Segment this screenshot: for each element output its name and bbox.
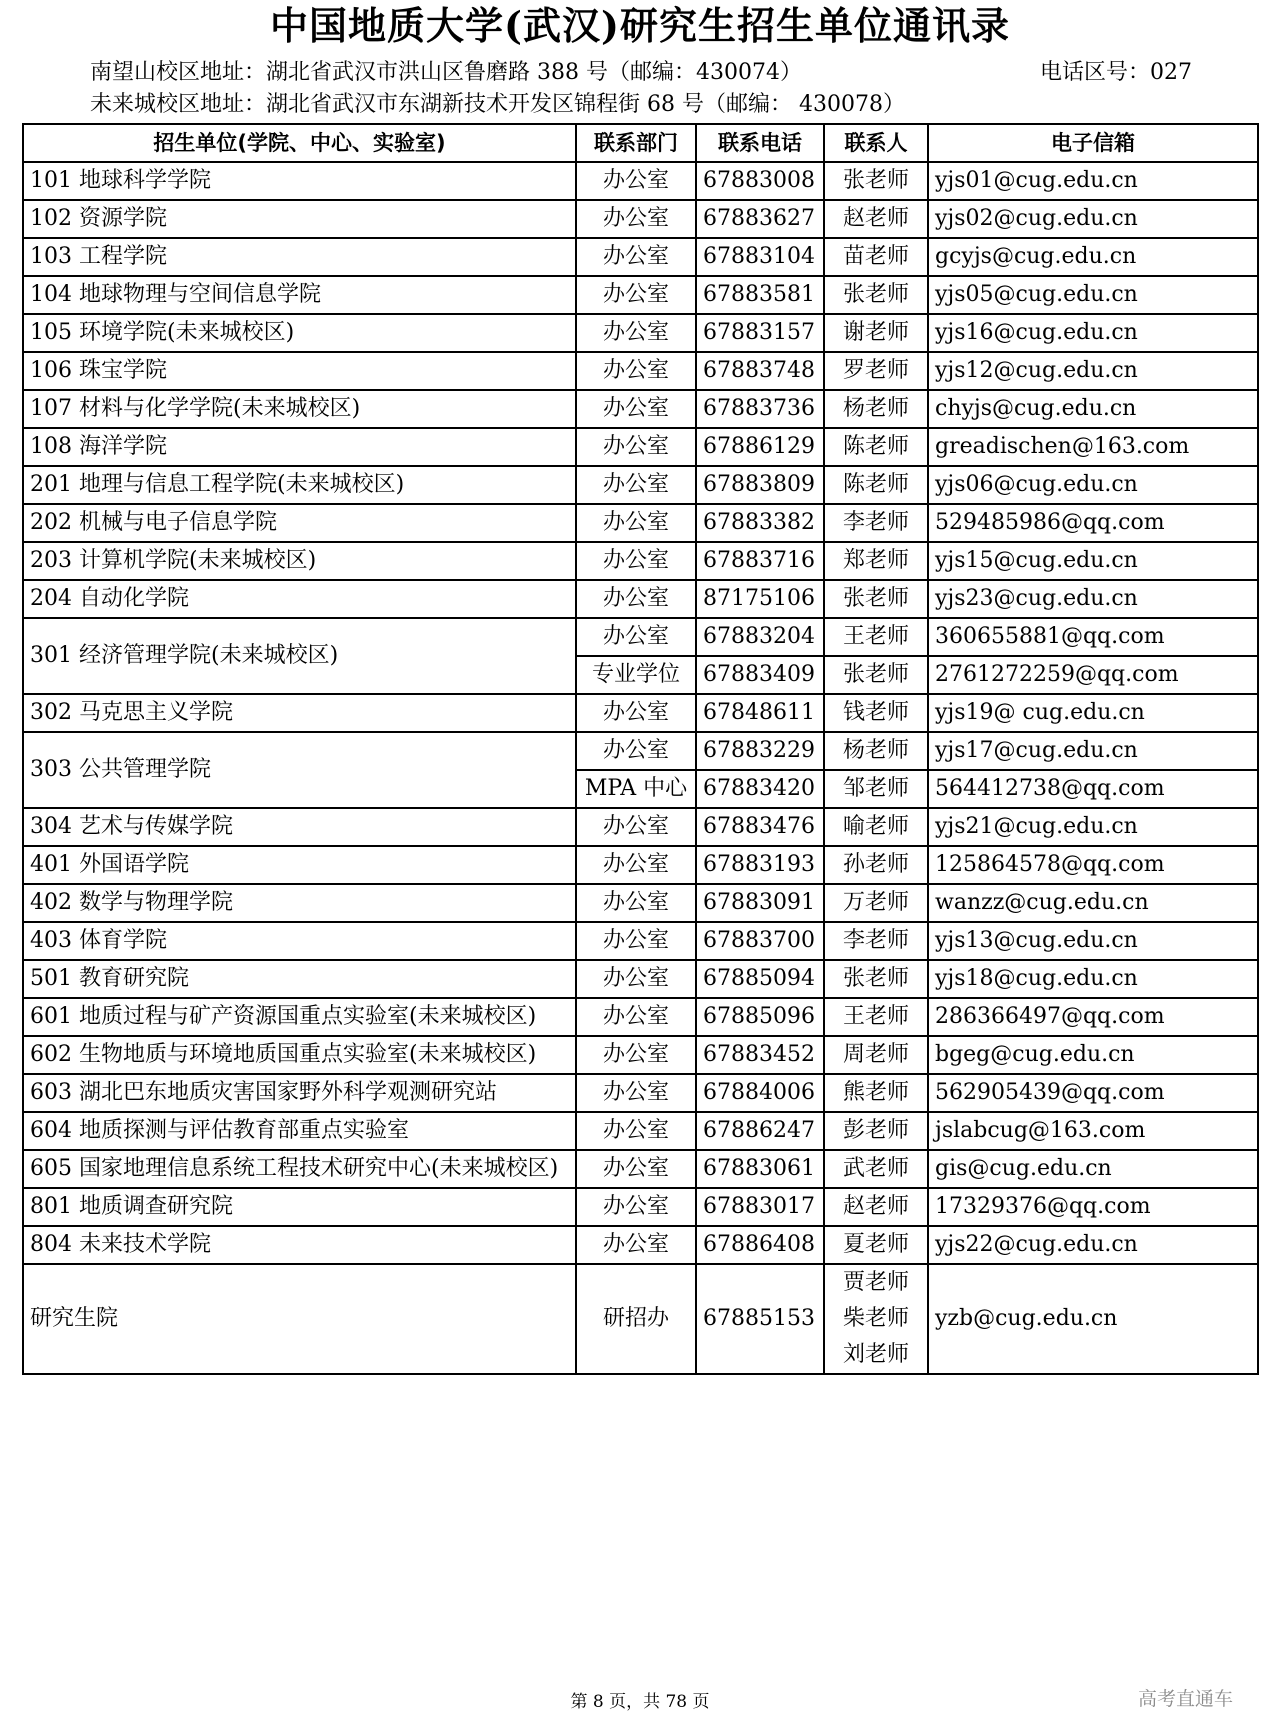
phone-cell: 67883382 bbox=[696, 504, 824, 542]
unit-name-cell: 203 计算机学院(未来城校区) bbox=[23, 542, 576, 580]
table-row bbox=[23, 1074, 1258, 1112]
phone-cell: 67883809 bbox=[696, 466, 824, 504]
south-campus-address: 南望山校区地址：湖北省武汉市洪山区鲁磨路 388 号（邮编：430074） bbox=[90, 60, 802, 85]
email-cell: 529485986@qq.com bbox=[928, 504, 1258, 542]
unit-name-cell: 101 地球科学学院 bbox=[23, 162, 576, 200]
dept-cell: 办公室 bbox=[576, 504, 696, 542]
phone-cell: 67883627 bbox=[696, 200, 824, 238]
dept-cell: MPA 中心 bbox=[576, 770, 696, 808]
email-cell: yjs19@ cug.edu.cn bbox=[928, 694, 1258, 732]
table-row bbox=[23, 1112, 1258, 1150]
phone-cell: 67886408 bbox=[696, 1226, 824, 1264]
email-cell: yjs02@cug.edu.cn bbox=[928, 200, 1258, 238]
dept-cell: 办公室 bbox=[576, 580, 696, 618]
unit-name-cell: 403 体育学院 bbox=[23, 922, 576, 960]
email-cell: yjs17@cug.edu.cn bbox=[928, 732, 1258, 770]
person-cell: 王老师 bbox=[824, 998, 928, 1036]
header-person: 联系人 bbox=[824, 124, 928, 162]
dept-cell: 办公室 bbox=[576, 618, 696, 656]
phone-cell: 67883017 bbox=[696, 1188, 824, 1226]
table-row bbox=[23, 390, 1258, 428]
unit-name-cell: 604 地质探测与评估教育部重点实验室 bbox=[23, 1112, 576, 1150]
dept-cell: 办公室 bbox=[576, 162, 696, 200]
dept-cell: 办公室 bbox=[576, 732, 696, 770]
person-cell: 孙老师 bbox=[824, 846, 928, 884]
person-cell: 周老师 bbox=[824, 1036, 928, 1074]
dept-cell: 研招办 bbox=[576, 1264, 696, 1374]
table-row bbox=[23, 238, 1258, 276]
header-phone: 联系电话 bbox=[696, 124, 824, 162]
person-cell: 张老师 bbox=[824, 276, 928, 314]
email-cell: wanzz@cug.edu.cn bbox=[928, 884, 1258, 922]
future-campus-address: 未来城校区地址：湖北省武汉市东湖新技术开发区锦程街 68 号（邮编： 430078） bbox=[90, 92, 905, 117]
phone-cell: 87175106 bbox=[696, 580, 824, 618]
email-cell: 286366497@qq.com bbox=[928, 998, 1258, 1036]
unit-name-cell: 304 艺术与传媒学院 bbox=[23, 808, 576, 846]
email-cell: yjs01@cug.edu.cn bbox=[928, 162, 1258, 200]
phone-cell: 67883008 bbox=[696, 162, 824, 200]
dept-cell: 办公室 bbox=[576, 694, 696, 732]
person-cell: 陈老师 bbox=[824, 428, 928, 466]
table-row bbox=[23, 846, 1258, 884]
phone-cell: 67883716 bbox=[696, 542, 824, 580]
table-header-row bbox=[23, 124, 1258, 162]
person-cell: 杨老师 bbox=[824, 390, 928, 428]
phone-cell: 67883104 bbox=[696, 238, 824, 276]
phone-cell: 67883452 bbox=[696, 1036, 824, 1074]
dept-cell: 办公室 bbox=[576, 884, 696, 922]
table-row bbox=[23, 200, 1258, 238]
phone-cell: 67885094 bbox=[696, 960, 824, 998]
person-cell: 李老师 bbox=[824, 922, 928, 960]
table-row bbox=[23, 1226, 1258, 1264]
phone-cell: 67885153 bbox=[696, 1264, 824, 1374]
phone-cell: 67883748 bbox=[696, 352, 824, 390]
unit-name-cell: 401 外国语学院 bbox=[23, 846, 576, 884]
page-number: 第 8 页，共 78 页 bbox=[570, 1692, 710, 1712]
dept-cell: 办公室 bbox=[576, 1074, 696, 1112]
dept-cell: 办公室 bbox=[576, 542, 696, 580]
dept-cell: 办公室 bbox=[576, 960, 696, 998]
unit-name-cell: 601 地质过程与矿产资源国重点实验室(未来城校区) bbox=[23, 998, 576, 1036]
person-name: 柴老师 bbox=[842, 1306, 909, 1331]
person-cell: 苗老师 bbox=[824, 238, 928, 276]
table-row bbox=[23, 960, 1258, 998]
person-cell: 夏老师 bbox=[824, 1226, 928, 1264]
person-name: 刘老师 bbox=[842, 1342, 909, 1367]
person-cell: 万老师 bbox=[824, 884, 928, 922]
email-cell: gis@cug.edu.cn bbox=[928, 1150, 1258, 1188]
table-row bbox=[23, 162, 1258, 200]
table-row bbox=[23, 466, 1258, 504]
person-cell: 赵老师 bbox=[824, 1188, 928, 1226]
unit-name-cell: 202 机械与电子信息学院 bbox=[23, 504, 576, 542]
unit-name-cell: 108 海洋学院 bbox=[23, 428, 576, 466]
directory-table bbox=[22, 123, 1259, 1375]
person-name: 贾老师 bbox=[842, 1270, 909, 1295]
table-row bbox=[23, 314, 1258, 352]
dept-cell: 办公室 bbox=[576, 1112, 696, 1150]
phone-cell: 67885096 bbox=[696, 998, 824, 1036]
person-cell: 赵老师 bbox=[824, 200, 928, 238]
table-row bbox=[23, 922, 1258, 960]
unit-name-cell: 105 环境学院(未来城校区) bbox=[23, 314, 576, 352]
email-cell: 564412738@qq.com bbox=[928, 770, 1258, 808]
unit-name-cell: 106 珠宝学院 bbox=[23, 352, 576, 390]
directory-body bbox=[23, 162, 1258, 1374]
unit-name-cell: 103 工程学院 bbox=[23, 238, 576, 276]
dept-cell: 办公室 bbox=[576, 808, 696, 846]
table-row bbox=[23, 1264, 1258, 1374]
unit-name-cell: 204 自动化学院 bbox=[23, 580, 576, 618]
area-code: 电话区号：027 bbox=[1040, 60, 1192, 85]
phone-cell: 67886129 bbox=[696, 428, 824, 466]
unit-name-cell: 402 数学与物理学院 bbox=[23, 884, 576, 922]
table-row bbox=[23, 428, 1258, 466]
phone-cell: 67883229 bbox=[696, 732, 824, 770]
person-cell bbox=[824, 1264, 928, 1374]
watermark-text: 高考直通车 bbox=[1138, 1688, 1234, 1710]
table-row bbox=[23, 1036, 1258, 1074]
person-cell: 杨老师 bbox=[824, 732, 928, 770]
email-cell: jslabcug@163.com bbox=[928, 1112, 1258, 1150]
table-row bbox=[23, 808, 1258, 846]
person-cell: 邹老师 bbox=[824, 770, 928, 808]
dept-cell: 办公室 bbox=[576, 276, 696, 314]
dept-cell: 办公室 bbox=[576, 1036, 696, 1074]
dept-cell: 办公室 bbox=[576, 238, 696, 276]
email-cell: yjs12@cug.edu.cn bbox=[928, 352, 1258, 390]
phone-cell: 67883476 bbox=[696, 808, 824, 846]
dept-cell: 专业学位 bbox=[576, 656, 696, 694]
unit-name-cell: 501 教育研究院 bbox=[23, 960, 576, 998]
person-cell: 郑老师 bbox=[824, 542, 928, 580]
dept-cell: 办公室 bbox=[576, 200, 696, 238]
email-cell: yjs13@cug.edu.cn bbox=[928, 922, 1258, 960]
person-cell: 熊老师 bbox=[824, 1074, 928, 1112]
person-cell: 彭老师 bbox=[824, 1112, 928, 1150]
header-dept: 联系部门 bbox=[576, 124, 696, 162]
email-cell: yzb@cug.edu.cn bbox=[928, 1264, 1258, 1374]
unit-name-cell: 301 经济管理学院(未来城校区) bbox=[23, 618, 576, 694]
dept-cell: 办公室 bbox=[576, 390, 696, 428]
dept-cell: 办公室 bbox=[576, 352, 696, 390]
table-row bbox=[23, 694, 1258, 732]
table-row bbox=[23, 732, 1258, 770]
unit-name-cell: 104 地球物理与空间信息学院 bbox=[23, 276, 576, 314]
person-cell: 张老师 bbox=[824, 580, 928, 618]
person-cell: 陈老师 bbox=[824, 466, 928, 504]
email-cell: yjs18@cug.edu.cn bbox=[928, 960, 1258, 998]
phone-cell: 67883700 bbox=[696, 922, 824, 960]
person-cell: 钱老师 bbox=[824, 694, 928, 732]
unit-name-cell: 804 未来技术学院 bbox=[23, 1226, 576, 1264]
phone-cell: 67886247 bbox=[696, 1112, 824, 1150]
table-row bbox=[23, 1150, 1258, 1188]
header-unit: 招生单位(学院、中心、实验室) bbox=[23, 124, 576, 162]
person-cell: 张老师 bbox=[824, 656, 928, 694]
email-cell: yjs21@cug.edu.cn bbox=[928, 808, 1258, 846]
unit-name-cell: 602 生物地质与环境地质国重点实验室(未来城校区) bbox=[23, 1036, 576, 1074]
email-cell: yjs22@cug.edu.cn bbox=[928, 1226, 1258, 1264]
unit-name-cell: 302 马克思主义学院 bbox=[23, 694, 576, 732]
unit-name-cell: 801 地质调查研究院 bbox=[23, 1188, 576, 1226]
unit-name-cell: 102 资源学院 bbox=[23, 200, 576, 238]
dept-cell: 办公室 bbox=[576, 998, 696, 1036]
phone-cell: 67883736 bbox=[696, 390, 824, 428]
dept-cell: 办公室 bbox=[576, 1226, 696, 1264]
phone-cell: 67884006 bbox=[696, 1074, 824, 1112]
person-cell: 喻老师 bbox=[824, 808, 928, 846]
dept-cell: 办公室 bbox=[576, 1188, 696, 1226]
table-row bbox=[23, 1188, 1258, 1226]
table-row bbox=[23, 352, 1258, 390]
dept-cell: 办公室 bbox=[576, 428, 696, 466]
email-cell: yjs05@cug.edu.cn bbox=[928, 276, 1258, 314]
unit-name-cell: 研究生院 bbox=[23, 1264, 576, 1374]
email-cell: 2761272259@qq.com bbox=[928, 656, 1258, 694]
email-cell: bgeg@cug.edu.cn bbox=[928, 1036, 1258, 1074]
table-row bbox=[23, 580, 1258, 618]
person-cell: 武老师 bbox=[824, 1150, 928, 1188]
phone-cell: 67848611 bbox=[696, 694, 824, 732]
phone-cell: 67883193 bbox=[696, 846, 824, 884]
dept-cell: 办公室 bbox=[576, 314, 696, 352]
phone-cell: 67883157 bbox=[696, 314, 824, 352]
email-cell: yjs15@cug.edu.cn bbox=[928, 542, 1258, 580]
email-cell: yjs06@cug.edu.cn bbox=[928, 466, 1258, 504]
email-cell: chyjs@cug.edu.cn bbox=[928, 390, 1258, 428]
phone-cell: 67883409 bbox=[696, 656, 824, 694]
table-row bbox=[23, 618, 1258, 656]
dept-cell: 办公室 bbox=[576, 1150, 696, 1188]
person-cell: 罗老师 bbox=[824, 352, 928, 390]
phone-cell: 67883204 bbox=[696, 618, 824, 656]
phone-cell: 67883061 bbox=[696, 1150, 824, 1188]
page-title: 中国地质大学(武汉)研究生招生单位通讯录 bbox=[270, 3, 1010, 48]
table-row bbox=[23, 884, 1258, 922]
table-row bbox=[23, 998, 1258, 1036]
unit-name-cell: 603 湖北巴东地质灾害国家野外科学观测研究站 bbox=[23, 1074, 576, 1112]
email-cell: 360655881@qq.com bbox=[928, 618, 1258, 656]
email-cell: 17329376@qq.com bbox=[928, 1188, 1258, 1226]
unit-name-cell: 605 国家地理信息系统工程技术研究中心(未来城校区) bbox=[23, 1150, 576, 1188]
phone-cell: 67883091 bbox=[696, 884, 824, 922]
email-cell: 125864578@qq.com bbox=[928, 846, 1258, 884]
dept-cell: 办公室 bbox=[576, 922, 696, 960]
person-cell: 谢老师 bbox=[824, 314, 928, 352]
table-row bbox=[23, 542, 1258, 580]
header-email: 电子信箱 bbox=[928, 124, 1258, 162]
table-row bbox=[23, 276, 1258, 314]
email-cell: gcyjs@cug.edu.cn bbox=[928, 238, 1258, 276]
email-cell: yjs16@cug.edu.cn bbox=[928, 314, 1258, 352]
unit-name-cell: 303 公共管理学院 bbox=[23, 732, 576, 808]
email-cell: 562905439@qq.com bbox=[928, 1074, 1258, 1112]
email-cell: yjs23@cug.edu.cn bbox=[928, 580, 1258, 618]
person-cell: 张老师 bbox=[824, 960, 928, 998]
unit-name-cell: 107 材料与化学学院(未来城校区) bbox=[23, 390, 576, 428]
table-row bbox=[23, 504, 1258, 542]
unit-name-cell: 201 地理与信息工程学院(未来城校区) bbox=[23, 466, 576, 504]
person-cell: 王老师 bbox=[824, 618, 928, 656]
person-cell: 张老师 bbox=[824, 162, 928, 200]
phone-cell: 67883420 bbox=[696, 770, 824, 808]
email-cell: greadischen@163.com bbox=[928, 428, 1258, 466]
dept-cell: 办公室 bbox=[576, 466, 696, 504]
phone-cell: 67883581 bbox=[696, 276, 824, 314]
person-cell: 李老师 bbox=[824, 504, 928, 542]
dept-cell: 办公室 bbox=[576, 846, 696, 884]
